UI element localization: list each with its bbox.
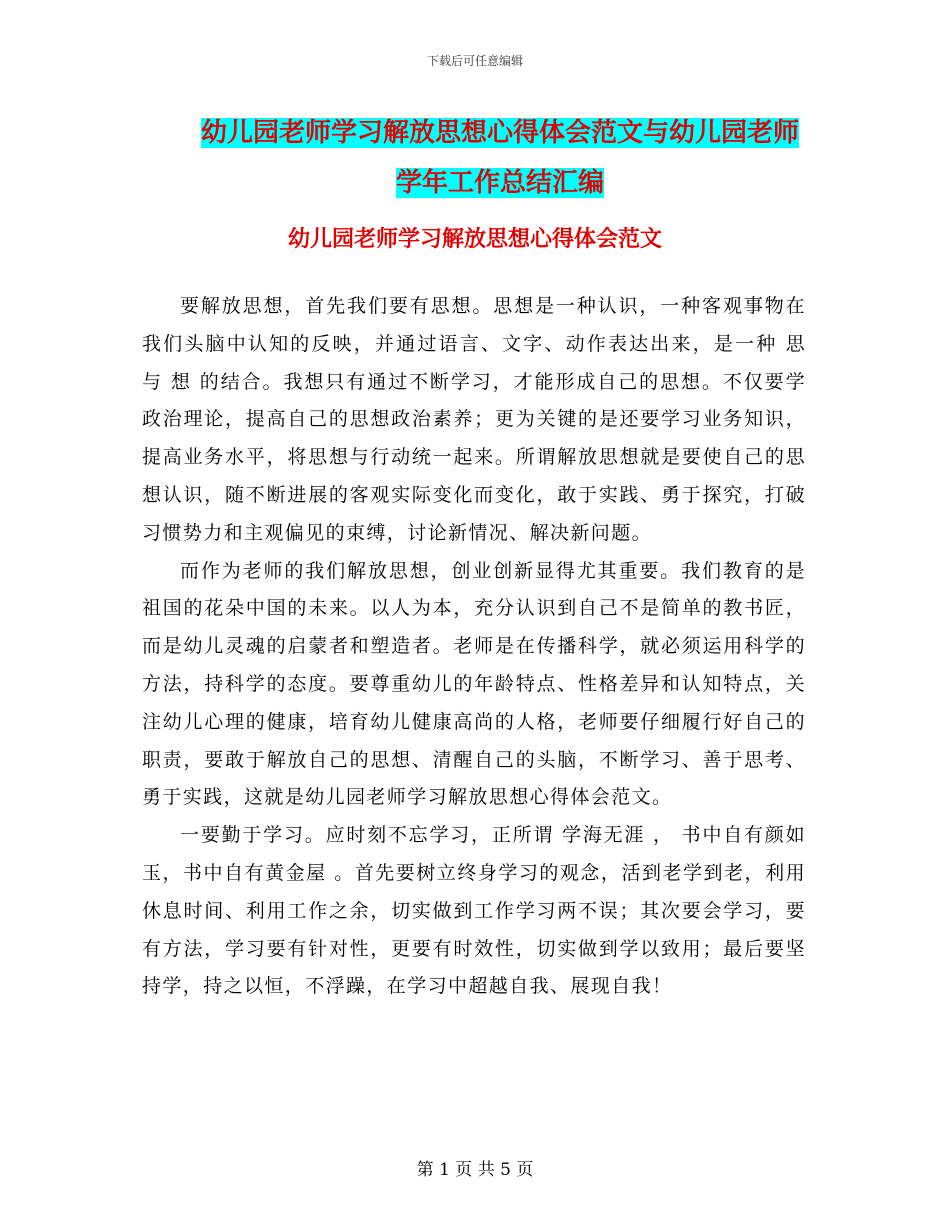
page-number-footer: 第 1 页 共 5 页 [416,1160,534,1180]
main-title-line-1: 幼儿园老师学习解放思想心得体会范文与幼儿园老师 [200,118,799,148]
document-main-title [140,108,860,208]
body-paragraph-1: 要解放思想，首先我们要有思想。思想是一种认识，一种客观事物在我们头脑中认知的反映，并通过语言、文字、动作表达出来，是一种 思 与 想 的结合。我想只有通过不断学习，才能形成自己的思想。不仅要学政治理论，提高自己的思想政治素养；更为关键的是还要学习业务知识，提高业务水平，将思想与行动统一起来。所谓解放思想就是要使自己的思想认识，随不断进展的客观实际变化而变化，敢于实践、勇于探究，打破习惯势力和主观偏见的束缚，讨论新情况、解决新问题。 [142,295,806,544]
document-body [142,288,806,1006]
main-title-line-2: 学年工作总结汇编 [395,168,604,198]
page-header-note: 下载后可任意编辑 [426,54,523,68]
body-paragraph-2: 而作为老师的我们解放思想，创业创新显得尤其重要。我们教育的是祖国的花朵中国的未来。以人为本，充分认识到自己不是简单的教书匠，而是幼儿灵魂的启蒙者和塑造者。老师是在传播科学，就必须运用科学的方法，持科学的态度。要尊重幼儿的年龄特点、性格差异和认知特点，关注幼儿心理的健康，培育幼儿健康高尚的人格，老师要仔细履行好自己的职责，要敢于解放自己的思想、清醒自己的头脑，不断学习、善于思考、勇于实践，这就是幼儿园老师学习解放思想心得体会范文。 [142,559,806,809]
section-title: 幼儿园老师学习解放思想心得体会范文 [287,226,662,252]
body-paragraph-3: 一要勤于学习。应时刻不忘学习，正所谓 学海无涯 ， 书中自有颜如玉，书中自有黄金屋 。首先要树立终身学习的观念，活到老学到老，利用休息时间、利用工作之余，切实做到工作学习两不误；其次要会学习，要有方法，学习要有针对性，更要有时效性，切实做到学以致用；最后要坚持学，持之以恒，不浮躁，在学习中超越自我、展现自我！ [142,824,806,998]
